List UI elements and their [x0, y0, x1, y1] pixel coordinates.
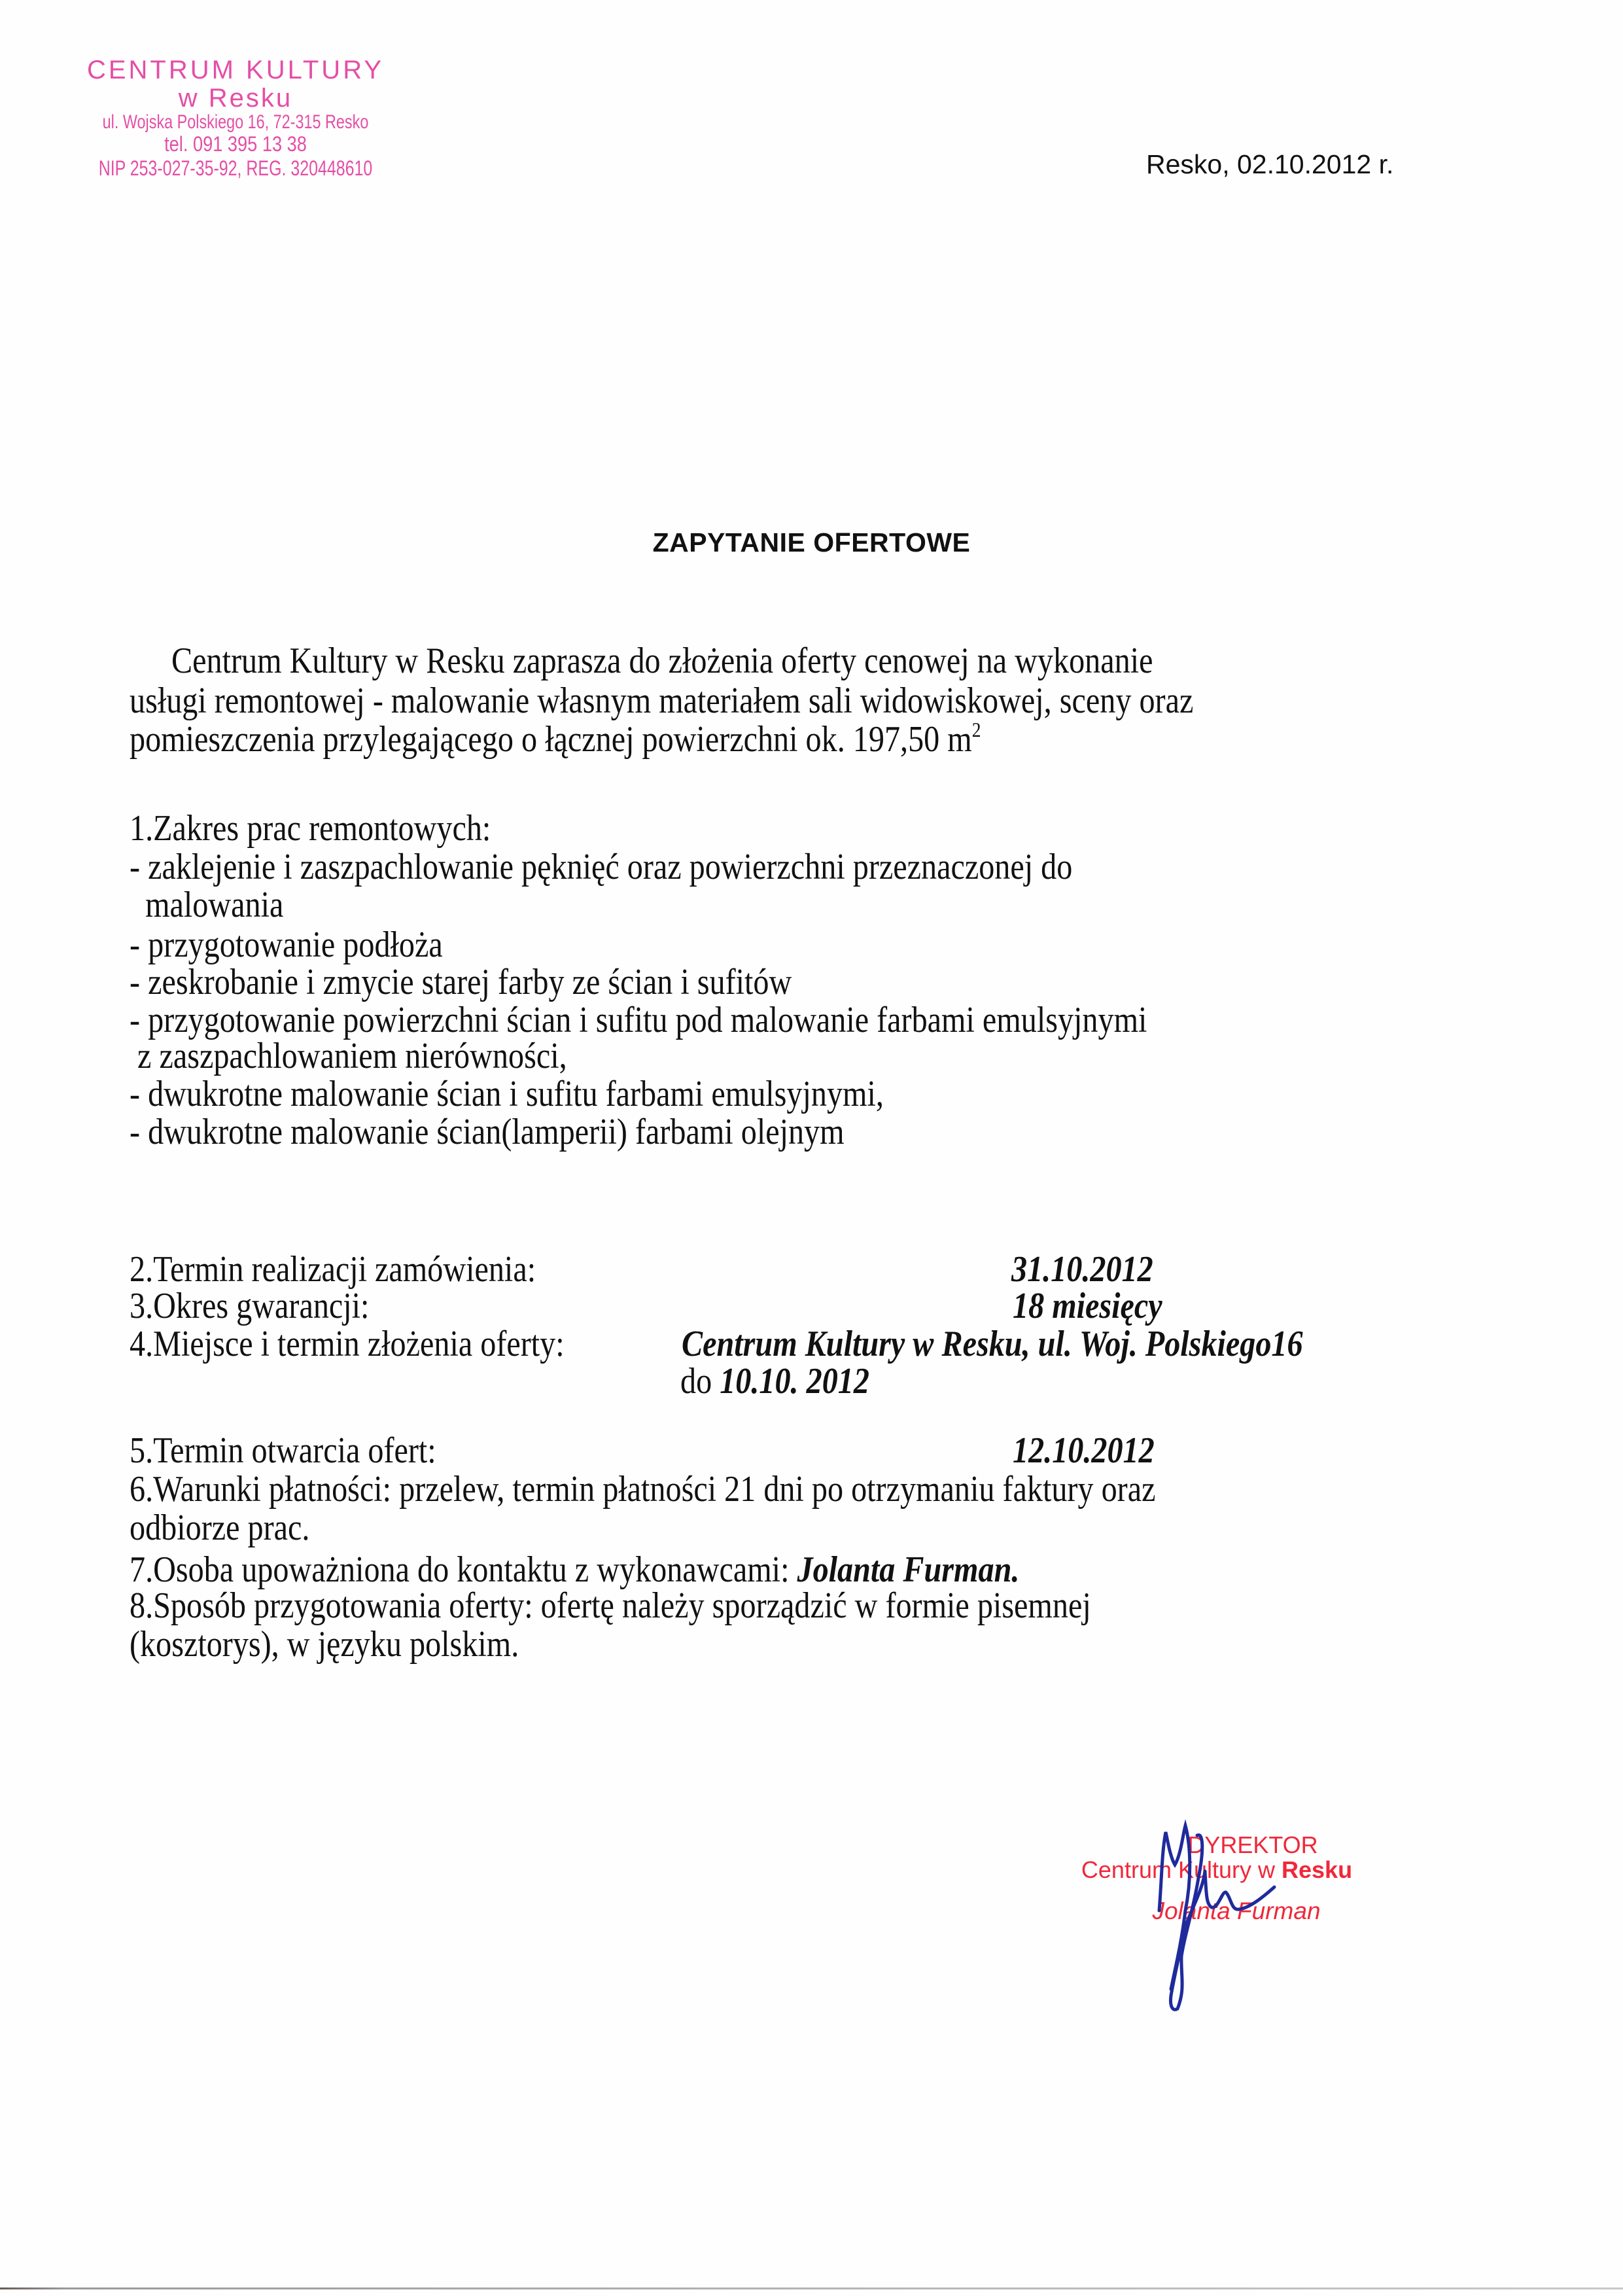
offer-preparation-continuation: (kosztorys), w języku polskim.	[130, 1624, 519, 1665]
stamp-line-ids: NIP 253-027-35-92, REG. 320448610	[98, 156, 373, 180]
scope-heading: 1.Zakres prac remontowych:	[130, 808, 491, 849]
submission-deadline-date: 10.10. 2012	[720, 1361, 869, 1402]
institution-stamp	[79, 55, 393, 181]
director-organization-city: Resku	[1282, 1856, 1353, 1883]
scope-item-text: z zaszpachlowaniem nierówności,	[130, 1036, 567, 1076]
submission-label: 4.Miejsce i termin złożenia oferty:	[130, 1324, 565, 1364]
scope-item-continuation	[130, 885, 283, 925]
warranty-value: 18 miesięcy	[1013, 1286, 1162, 1326]
stamp-line-name: CENTRUM KULTURY	[86, 56, 385, 84]
term-realization-value: 31.10.2012	[1011, 1249, 1153, 1290]
scope-item: - zaklejenie i zaszpachlowanie pęknięć oraz powierzchni przeznaczonej do	[130, 847, 1073, 887]
document-title: ZAPYTANIE OFERTOWE	[652, 527, 971, 557]
intro-line: Centrum Kultury w Resku zaprasza do złożenia oferty cenowej na wykonanie	[171, 641, 1153, 681]
intro-line-text: pomieszczenia przylegającego o łącznej powierzchni ok. 197,50 m	[130, 719, 972, 760]
director-organization	[1047, 1857, 1387, 1883]
intro-line	[130, 720, 981, 759]
offer-preparation: 8.Sposób przygotowania oferty: ofertę należy sporządzić w formie pisemnej	[130, 1585, 1091, 1626]
submission-deadline	[680, 1362, 869, 1401]
contact-person-name: Jolanta Furman.	[797, 1549, 1020, 1590]
stamp-line-city: w Resku	[178, 84, 293, 113]
warranty-label: 3.Okres gwarancji:	[130, 1286, 370, 1326]
signature-block	[1047, 1819, 1387, 2009]
contact-person-label: 7.Osoba upoważniona do kontaktu z wykonawcami:	[130, 1549, 790, 1590]
stamp-line-address: ul. Wojska Polskiego 16, 72-315 Resko	[102, 111, 369, 133]
payment-terms: 6.Warunki płatności: przelew, termin płatności 21 dni po otrzymaniu faktury oraz	[130, 1469, 1156, 1510]
place-date: Resko, 02.10.2012 r.	[1146, 149, 1394, 179]
submission-deadline-prefix: do	[680, 1361, 712, 1402]
director-title: DYREKTOR	[1187, 1831, 1318, 1858]
director-organization-prefix: Centrum Kultury w	[1081, 1856, 1275, 1883]
scope-item-text: malowania	[130, 885, 284, 925]
scope-item: - dwukrotne malowanie ścian i sufitu farbami emulsyjnymi,	[130, 1074, 884, 1114]
payment-terms-continuation: odbiorze prac.	[130, 1508, 310, 1548]
contact-person	[130, 1550, 1019, 1589]
submission-place: Centrum Kultury w Resku, ul. Woj. Polskiego16	[682, 1324, 1303, 1364]
scope-item: - przygotowanie powierzchni ścian i sufitu pod malowanie farbami emulsyjnymi	[130, 1000, 1147, 1040]
intro-line: usługi remontowej - malowanie własnym materiałem sali widowiskowej, sceny oraz	[130, 680, 1194, 721]
term-realization-label: 2.Termin realizacji zamówienia:	[130, 1249, 536, 1290]
scope-item: - przygotowanie podłoża	[130, 925, 443, 965]
scope-item-continuation	[130, 1036, 567, 1076]
scan-edge	[0, 2287, 1623, 2289]
opening-value: 12.10.2012	[1013, 1430, 1155, 1471]
superscript-two: 2	[971, 718, 981, 741]
opening-label: 5.Termin otwarcia ofert:	[130, 1430, 436, 1471]
stamp-line-phone: tel. 091 395 13 38	[164, 132, 307, 156]
director-name: Jolanta Furman	[1152, 1898, 1321, 1924]
scope-item: - zeskrobanie i zmycie starej farby ze ścian i sufitów	[130, 962, 792, 1002]
scope-item: - dwukrotne malowanie ścian(lamperii) farbami olejnym	[130, 1112, 845, 1152]
